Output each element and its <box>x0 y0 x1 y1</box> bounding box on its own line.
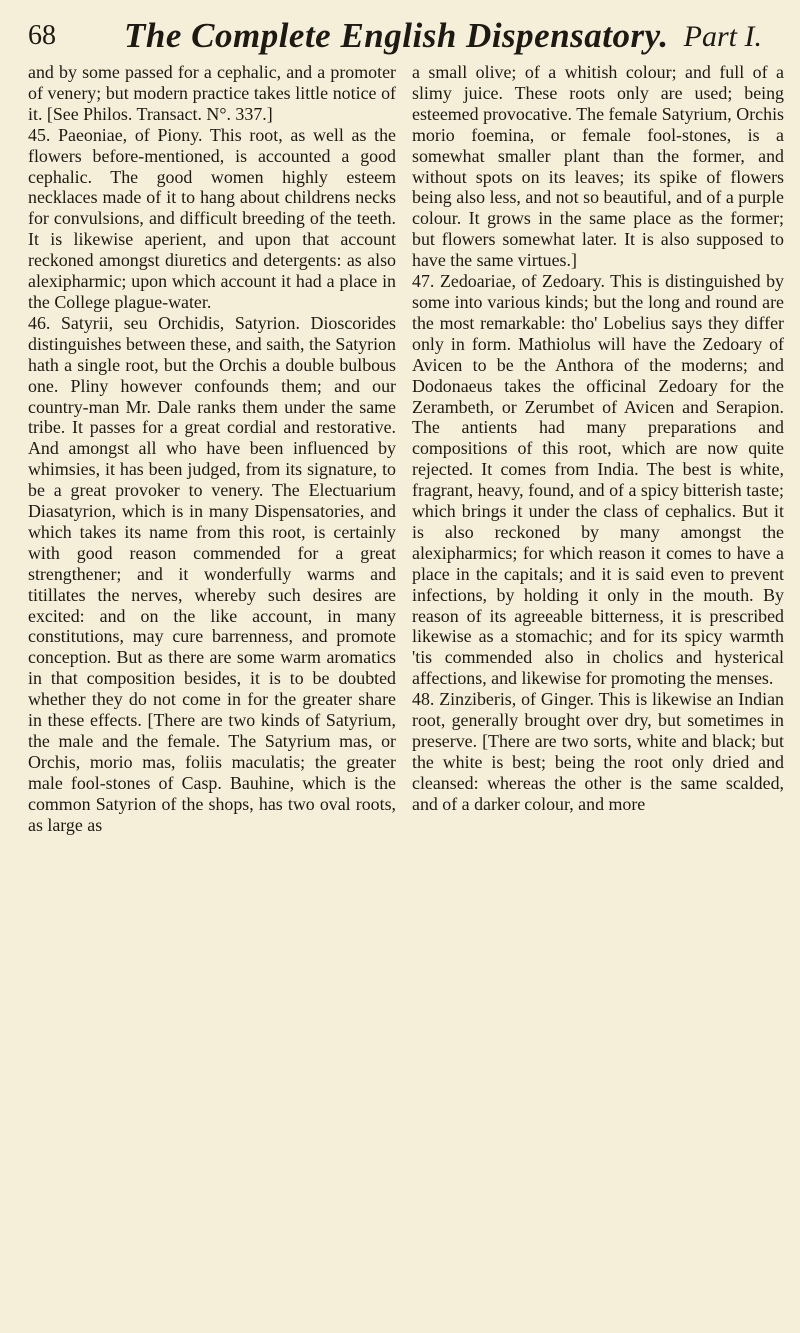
paragraph: 48. Zinziberis, of Ginger. This is likewise an Indian root, generally brought over dry, but sometimes in preserve. [There are two sorts, white and black; but the white is best; being the root only dried and cleansed: whereas the other is the same scalded, and of a darker colour, and more <box>412 689 784 814</box>
running-head <box>24 12 780 62</box>
right-column <box>412 62 784 815</box>
paragraph: a small olive; of a whitish colour; and full of a slimy juice. These roots only are used; being esteemed provocative. The female Satyrium, Orchis morio foemina, or female fool-stones, is a somewhat smaller plant than the former, and without spots on its leaves; its spike of flowers being also less, and not so beautiful, and of a purple colour. It grows in the same place as the former; but flowers somewhat later. It is also supposed to have the same virtues.] <box>412 62 784 271</box>
left-column <box>28 62 396 836</box>
page-number: 68 <box>28 20 56 51</box>
part-label: Part I. <box>683 20 762 53</box>
paragraph: and by some passed for a cephalic, and a promoter of venery; but modern practice takes little notice of it. [See Philos. Transact. N°. 337.] <box>28 62 396 124</box>
paragraph: 47. Zedoariae, of Zedoary. This is distinguished by some into various kinds; but the long and round are the most remarkable: tho' Lobelius says they differ only in form. Mathiolus will have the Zedoary of Avicen to be the Anthora of the moderns; and Dodonaeus takes the officinal Zedoary for the Zerambeth, or Zerumbet of Avicen and Serapion. The antients had many preparations and compositions of this root, which are now quite rejected. It comes from India. The best is white, fragrant, heavy, found, and of a spicy bitterish taste; which brings it under the class of cephalics. But it is also reckoned by many amongst the alexipharmics; for which reason it comes to have a place in the capitals; and it is said even to prevent infections, by holding it only in the mouth. By reason of its agreeable bitterness, it is prescribed likewise as a stomachic; and for its spicy warmth 'tis commended also in cholics and hysterical affections, and likewise for promoting the menses. <box>412 271 784 689</box>
paragraph: 45. Paeoniae, of Piony. This root, as well as the flowers before-mentioned, is accounted a good cephalic. The good women highly esteem necklaces made of it to hang about childrens necks for convulsions, and difficult breeding of the teeth. It is likewise aperient, and upon that account reckoned amongst diuretics and detergents: as also alexipharmic; upon which account it had a place in the College plague-water. <box>28 124 396 312</box>
running-title: The Complete English Dispensatory. <box>124 16 669 55</box>
paragraph: 46. Satyrii, seu Orchidis, Satyrion. Dioscorides distinguishes between these, and saith, the Satyrion hath a single root, but the Orchis a double bulbous one. Pliny however confounds them; and our country-man Mr. Dale ranks them under the same tribe. It passes for a great cordial and restorative. And amongst all who have been influenced by whimsies, it has been judged, from its signature, to be a great provoker to venery. The Electuarium Diasatyrion, which is in many Dispensatories, and which takes its name from this root, is certainly with good reason commended for a great strengthener; and it wonderfully warms and titillates the nerves, whereby such desires are excited: and on the like account, in many constitutions, may cure barrenness, and promote conception. But as there are some warm aromatics in that composition besides, it is to be doubted whether they do not come in for the greater share in these effects. [There are two kinds of Satyrium, the male and the female. The Satyrium mas, or Orchis, morio mas, foliis maculatis; the greater male fool-stones of Casp. Bauhine, which is the common Satyrion of the shops, has two oval roots, as large as <box>28 312 396 835</box>
